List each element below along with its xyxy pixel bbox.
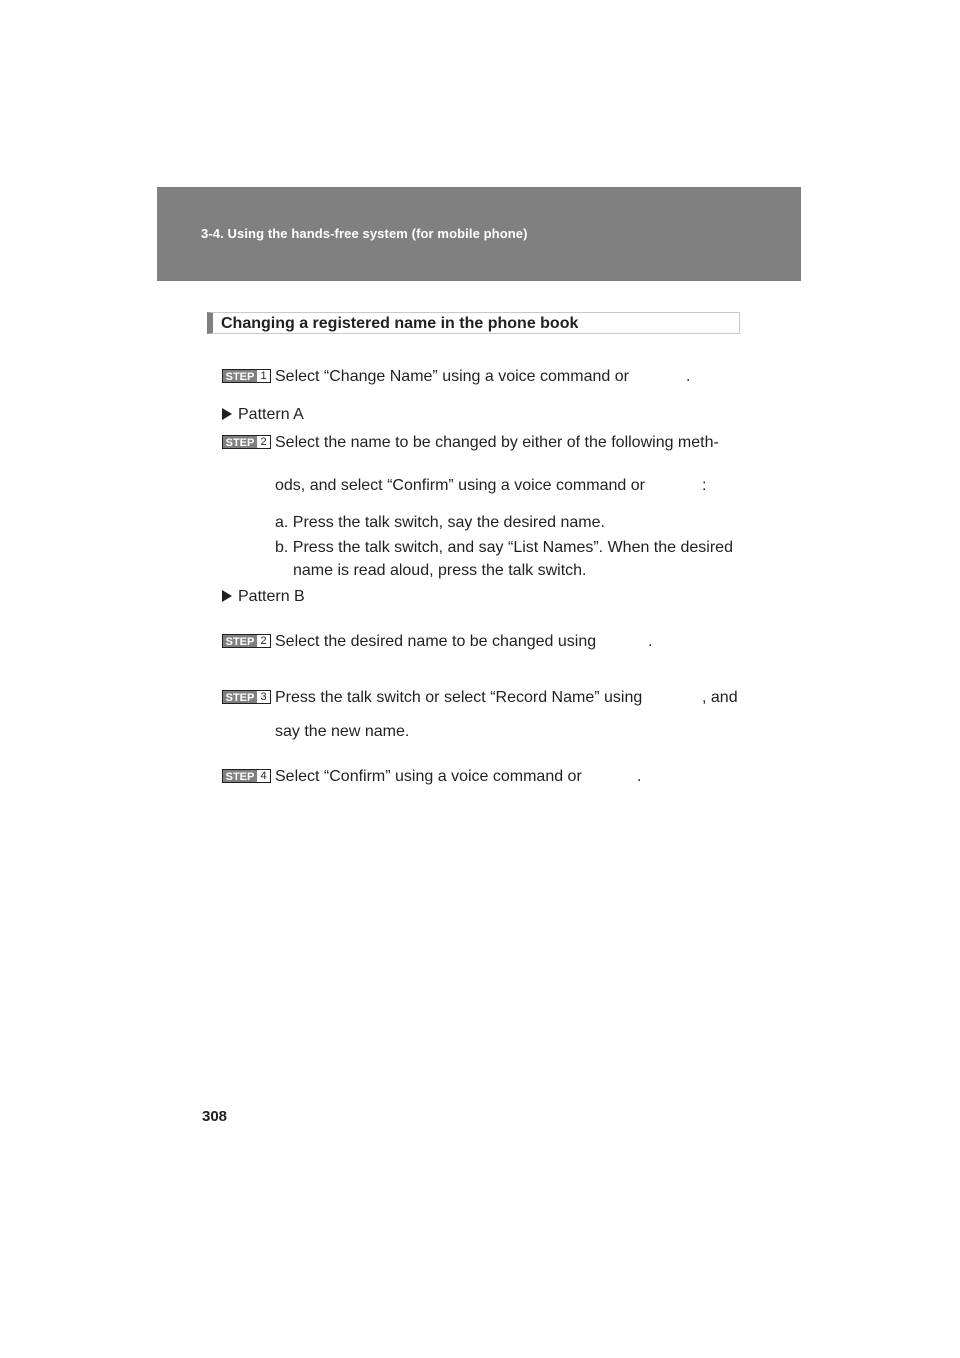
subsection-heading	[207, 312, 740, 334]
step-word: STEP	[223, 635, 257, 647]
pattern-b-label	[222, 587, 305, 607]
step-2a-line2-end: :	[702, 477, 707, 494]
step-4-end: .	[637, 768, 642, 785]
step-2a-option-b-line2: name is read aloud, press the talk switch.	[293, 562, 587, 579]
subsection-heading-text: Changing a registered name in the phone book	[221, 315, 579, 332]
step-2a-line2: ods, and select “Confirm” using a voice command or	[275, 477, 645, 494]
step-number: 1	[257, 370, 270, 382]
step-1-text: Select “Change Name” using a voice command or	[275, 368, 629, 385]
pattern-a-label	[222, 405, 304, 425]
step-2b-end: .	[648, 633, 653, 650]
step-1-end: .	[686, 368, 691, 385]
step-2a-option-b-line1: b. Press the talk switch, and say “List Names”. When the desired	[275, 539, 733, 556]
step-3-line1: Press the talk switch or select “Record Name” using	[275, 689, 643, 706]
step-word: STEP	[223, 770, 257, 782]
step-3-line2: say the new name.	[275, 723, 410, 740]
step-word: STEP	[223, 370, 257, 382]
step-4-text: Select “Confirm” using a voice command or	[275, 768, 582, 785]
step-3-line1-end: , and	[702, 689, 738, 706]
step-number: 3	[257, 691, 270, 703]
pattern-b-text: Pattern B	[238, 588, 305, 605]
section-title: 3-4. Using the hands-free system (for mobile phone)	[201, 226, 528, 241]
triangle-bullet-icon	[222, 590, 232, 602]
step-2a-option-a: a. Press the talk switch, say the desired name.	[275, 514, 605, 531]
step-word: STEP	[223, 436, 257, 448]
triangle-bullet-icon	[222, 408, 232, 420]
step-2b-text: Select the desired name to be changed using	[275, 633, 597, 650]
step-number: 4	[257, 770, 270, 782]
step-number: 2	[257, 635, 270, 647]
step-number: 2	[257, 436, 270, 448]
step-2a-line1: Select the name to be changed by either of the following meth-	[275, 434, 719, 451]
page-number: 308	[202, 1108, 228, 1125]
pattern-a-text: Pattern A	[238, 406, 304, 423]
step-word: STEP	[223, 691, 257, 703]
